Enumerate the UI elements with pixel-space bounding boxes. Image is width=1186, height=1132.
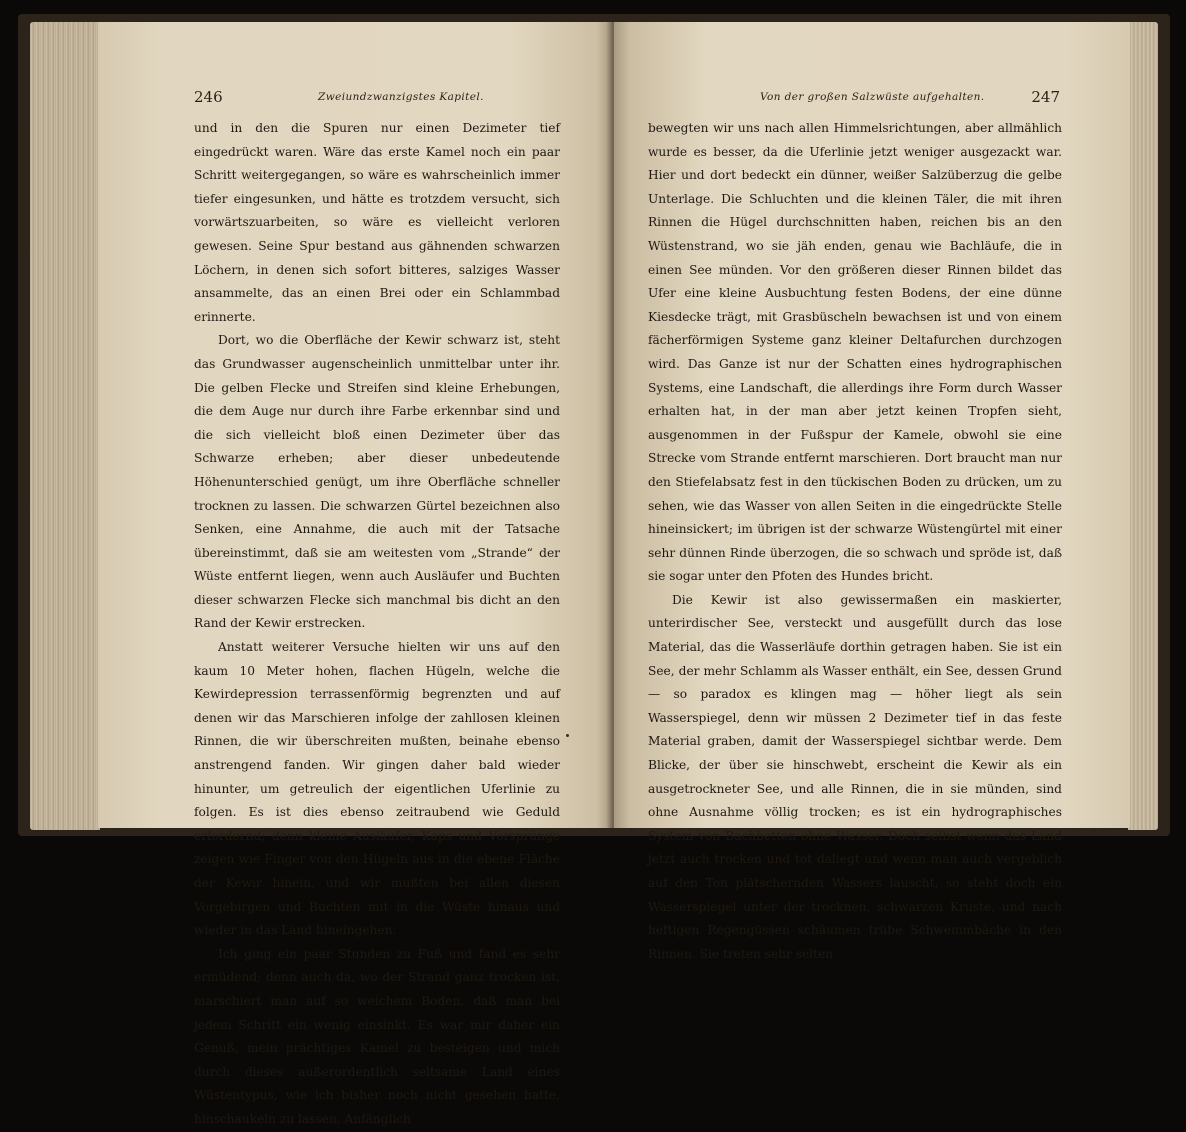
- paragraph: bewegten wir uns nach allen Himmelsrichtungen, aber allmählich wurde es besser, da die Uferlinie jetzt weniger ausgezackt war. Hier und dort bedeckt ein dünner, weißer Salzüberzug die gelbe Unterlage. Die Schluchten und die kleinen Täler, die mit ihren Rinnen die Hügel durchschnitten haben, reichen bis an den Wüstenstrand, wo sie jäh enden, genau wie Bachläufe, die in einen See münden. Vor den größeren dieser Rinnen bildet das Ufer eine kleine Ausbuchtung festen Bodens, der eine dünne Kiesdecke trägt, mit Grasbüscheln bewachsen ist und von einem fächerförmigen Systeme ganz kleiner Deltafurchen durchzogen wird. Das Ganze ist nur der Schatten eines hydrographischen Systems, eine Landschaft, die allerdings ihre Form durch Wasser erhalten hat, in der man aber jetzt keinen Tropfen sieht, ausgenommen in der Fußspur der Kamele, obwohl sie eine Strecke vom Strande entfernt marschieren. Dort braucht man nur den Stiefelabsatz fest in den tückischen Boden zu drücken, um zu sehen, wie das Wasser von allen Seiten in die eingedrückte Stelle hineinsickert; im übrigen ist der schwarze Wüstengürtel mit einer sehr dünnen Rinde überzogen, die so schwach und spröde ist, daß sie sogar unter den Pfoten des Hundes bricht.: [648, 121, 1062, 584]
- left-page: [98, 22, 612, 1126]
- left-page-body: [194, 117, 560, 1132]
- paragraph: Dort, wo die Oberfläche der Kewir schwarz ist, steht das Grundwasser augenscheinlich unmittelbar unter ihr. Die gelben Flecke und Streifen sind kleine Erhebungen, die dem Auge nur durch ihre Farbe erkennbar sind und die sich vielleicht bloß einen Dezimeter über das Schwarze erheben; aber dieser unbedeutende Höhenunterschied genügt, um ihre Oberfläche schneller trocknen zu lassen. Die schwarzen Gürtel bezeichnen also Senken, eine Annahme, die auch mit der Tatsache übereinstimmt, daß sie am weitesten vom „Strande“ der Wüste entfernt liegen, wenn auch Ausläufer und Buchten dieser schwarzen Flecke sich manchmal bis dicht an den Rand der Kewir erstrecken.: [194, 333, 560, 631]
- right-page-body: [648, 117, 1062, 966]
- left-page-number: 246: [194, 88, 223, 106]
- right-running-title: Von der großen Salzwüste aufgehalten.: [760, 91, 985, 103]
- right-page-number: 247: [1031, 88, 1060, 106]
- right-page: [614, 22, 1130, 961]
- page-edges-right: [1128, 22, 1158, 830]
- left-page-header: [194, 88, 560, 112]
- left-running-title: Zweiundzwanzigstes Kapitel.: [318, 91, 484, 103]
- ink-speck: [566, 734, 569, 737]
- page-edges-left: [30, 22, 100, 830]
- paragraph: Die Kewir ist also gewissermaßen ein maskierter, unterirdischer See, versteckt und ausgefüllt durch das lose Material, das die Wasserläufe dorthin getragen haben. Sie ist ein See, der mehr Schlamm als Wasser enthält, ein See, dessen Grund — so paradox es klingen mag — höher liegt als sein Wasserspiegel, denn wir müssen 2 Dezimeter tief in das feste Material graben, damit der Wasserspiegel sichtbar werde. Dem Blicke, der über sie hinschwebt, erscheint die Kewir als ein ausgetrockneter See, und alle Rinnen, die in sie münden, sind ohne Ausnahme völlig trocken; es ist ein hydrographisches System von Bachbetten ohne Wasser. Doch selbst wenn das Land jetzt auch trocken und tot daliegt und wenn man auch vergeblich auf den Ton plätschernden Wassers lauscht, so steht doch ein Wasserspiegel unter der trocknen, schwarzen Kruste, und nach heftigen Regengüssen schäumen trübe Schwemmbäche in den Rinnen. Sie treten sehr selten: [648, 592, 1062, 961]
- paragraph: und in den die Spuren nur einen Dezimeter tief eingedrückt waren. Wäre das erste Kamel noch ein paar Schritt weitergegangen, so wäre es wahrscheinlich immer tiefer eingesunken, und hätte es trotzdem versucht, sich vorwärtszuarbeiten, so wäre es vielleicht verloren gewesen. Seine Spur bestand aus gähnenden schwarzen Löchern, in denen sich sofort bitteres, salziges Wasser ansammelte, das an einen Brei oder ein Schlammbad erinnerte.: [194, 121, 560, 324]
- right-page-header: [758, 88, 1060, 112]
- paragraph: Ich ging ein paar Stunden zu Fuß und fand es sehr ermüdend; denn auch da, wo der Strand ganz trocken ist, marschiert man auf so weichem Boden, daß man bei jedem Schritt ein wenig einsinkt. Es war mir daher ein Genuß, mein prächtiges Kamel zu besteigen und mich durch dieses außerordentlich seltsame Land eines Wüstentypus, wie ich bisher noch nicht gesehen hatte, hinschaukeln zu lassen. Anfänglich: [194, 946, 560, 1126]
- paragraph: Anstatt weiterer Versuche hielten wir uns auf den kaum 10 Meter hohen, flachen Hügeln, welche die Kewirdepression terrassenförmig begrenzten und auf denen wir das Marschieren infolge der zahllosen kleinen Rinnen, die wir überschreiten mußten, beinahe ebenso anstrengend fanden. Wir gingen daher bald wieder hinunter, um getreulich der eigentlichen Uferlinie zu folgen. Es ist dies ebenso zeitraubend wie Geduld erfordernd; denn kleine Ausläufer, Kaps und Vorsprünge zeigen wie Finger von den Hügeln aus in die ebene Fläche der Kewir hinein, und wir mußten bei allen diesen Vorgebirgen und Buchten mit in die Wüste hinaus und wieder in das Land hineingehen.: [194, 640, 560, 938]
